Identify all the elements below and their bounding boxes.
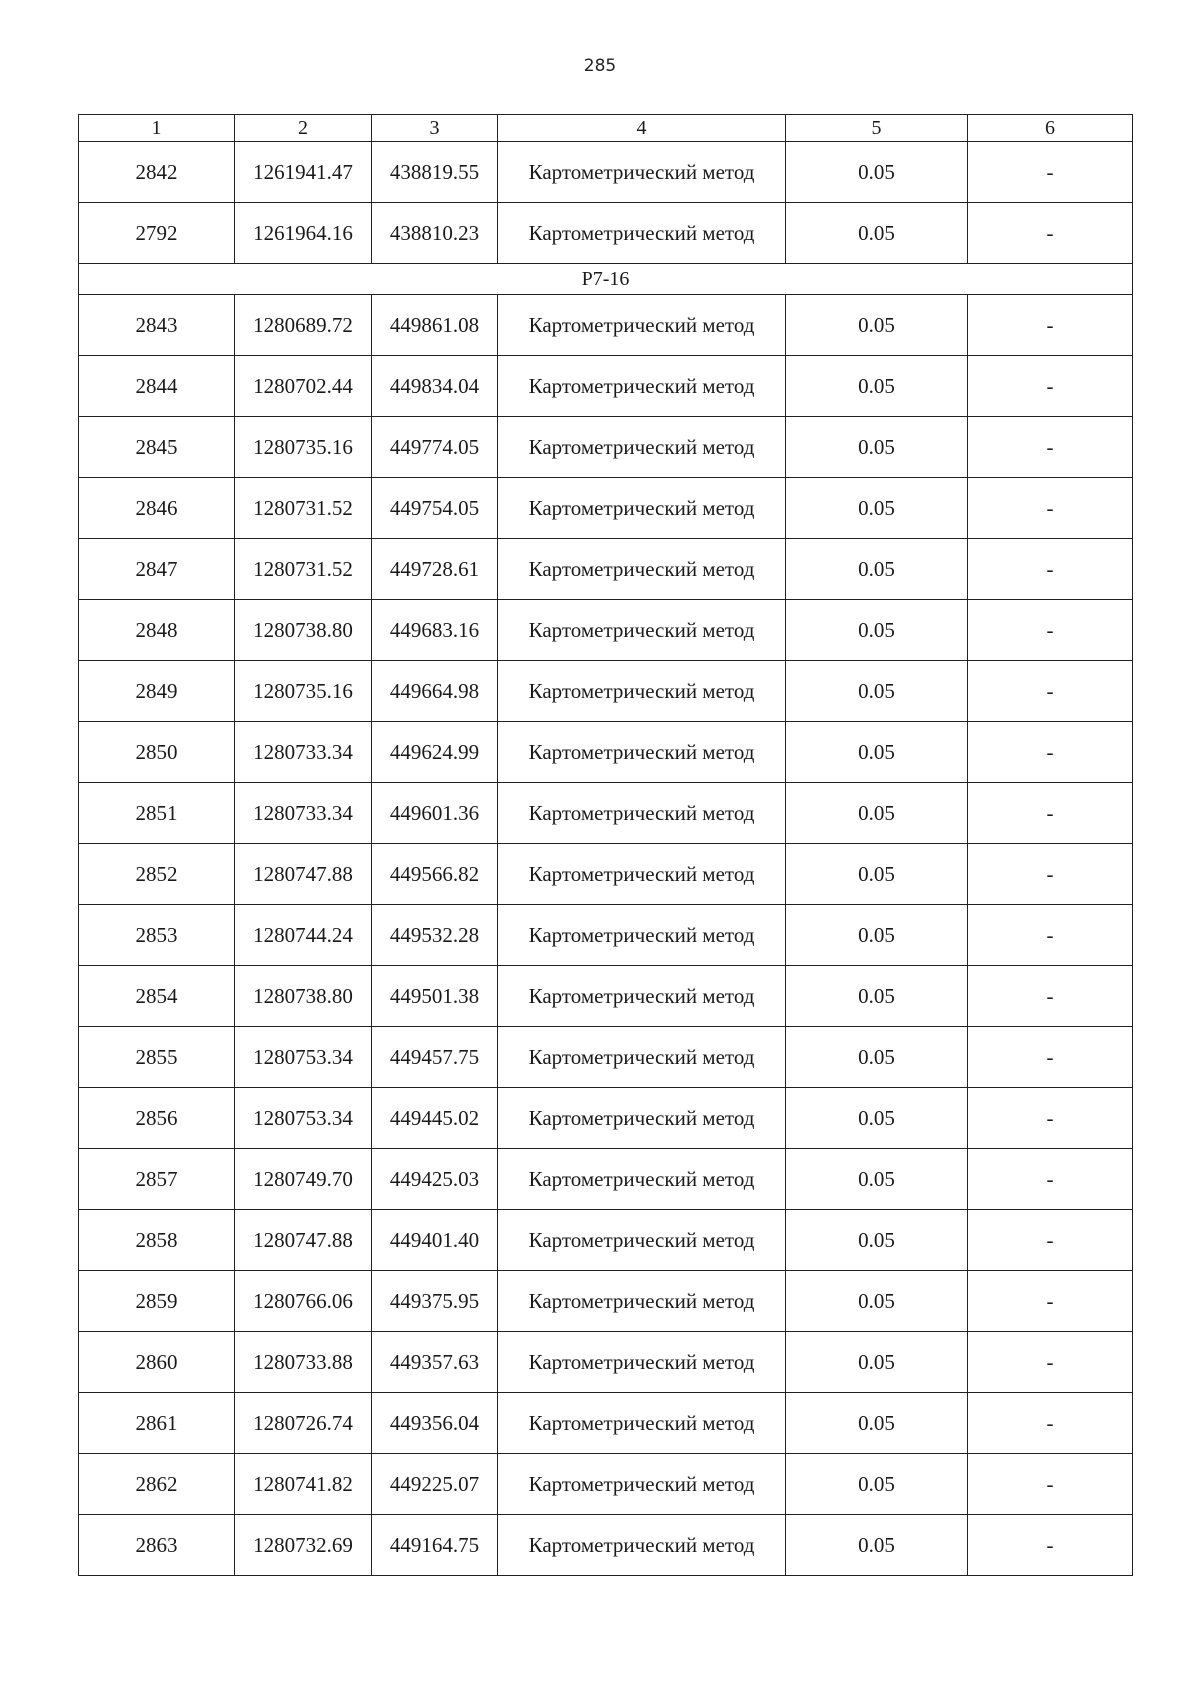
y-coordinate-cell: 449401.40 <box>372 1210 498 1271</box>
coordinates-table <box>78 114 1133 1576</box>
y-coordinate-cell: 449225.07 <box>372 1454 498 1515</box>
note-cell: - <box>968 1515 1133 1576</box>
note-cell: - <box>968 142 1133 203</box>
table-row <box>79 1271 1133 1332</box>
note-cell: - <box>968 783 1133 844</box>
rows-after-section <box>79 295 1133 1576</box>
x-coordinate-cell: 1280733.34 <box>235 783 372 844</box>
y-coordinate-cell: 449861.08 <box>372 295 498 356</box>
table-row <box>79 1454 1133 1515</box>
x-coordinate-cell: 1280735.16 <box>235 417 372 478</box>
note-cell: - <box>968 1149 1133 1210</box>
point-number-cell: 2854 <box>79 966 235 1027</box>
note-cell: - <box>968 844 1133 905</box>
x-coordinate-cell: 1280738.80 <box>235 966 372 1027</box>
accuracy-cell: 0.05 <box>786 539 968 600</box>
method-cell: Картометрический метод <box>498 1027 786 1088</box>
section-group <box>79 264 1133 295</box>
accuracy-cell: 0.05 <box>786 1088 968 1149</box>
section-label: Р7-16 <box>79 264 1133 295</box>
y-coordinate-cell: 449774.05 <box>372 417 498 478</box>
point-number-cell: 2859 <box>79 1271 235 1332</box>
table-row <box>79 1332 1133 1393</box>
method-cell: Картометрический метод <box>498 1393 786 1454</box>
rows-before-section <box>79 142 1133 264</box>
note-cell: - <box>968 539 1133 600</box>
point-number-cell: 2845 <box>79 417 235 478</box>
point-number-cell: 2853 <box>79 905 235 966</box>
header-cell-5: 5 <box>786 115 968 142</box>
method-cell: Картометрический метод <box>498 356 786 417</box>
accuracy-cell: 0.05 <box>786 722 968 783</box>
point-number-cell: 2861 <box>79 1393 235 1454</box>
table-row <box>79 783 1133 844</box>
note-cell: - <box>968 661 1133 722</box>
accuracy-cell: 0.05 <box>786 661 968 722</box>
table-row <box>79 295 1133 356</box>
y-coordinate-cell: 449164.75 <box>372 1515 498 1576</box>
header-cell-6: 6 <box>968 115 1133 142</box>
x-coordinate-cell: 1280732.69 <box>235 1515 372 1576</box>
y-coordinate-cell: 449532.28 <box>372 905 498 966</box>
x-coordinate-cell: 1280733.34 <box>235 722 372 783</box>
y-coordinate-cell: 449728.61 <box>372 539 498 600</box>
accuracy-cell: 0.05 <box>786 1271 968 1332</box>
x-coordinate-cell: 1280733.88 <box>235 1332 372 1393</box>
note-cell: - <box>968 417 1133 478</box>
method-cell: Картометрический метод <box>498 722 786 783</box>
point-number-cell: 2849 <box>79 661 235 722</box>
header-cell-3: 3 <box>372 115 498 142</box>
y-coordinate-cell: 438819.55 <box>372 142 498 203</box>
table-row <box>79 661 1133 722</box>
y-coordinate-cell: 449624.99 <box>372 722 498 783</box>
y-coordinate-cell: 449834.04 <box>372 356 498 417</box>
y-coordinate-cell: 449356.04 <box>372 1393 498 1454</box>
table-row <box>79 203 1133 264</box>
y-coordinate-cell: 449754.05 <box>372 478 498 539</box>
header-row <box>79 115 1133 142</box>
note-cell: - <box>968 478 1133 539</box>
accuracy-cell: 0.05 <box>786 1454 968 1515</box>
table-row <box>79 1088 1133 1149</box>
y-coordinate-cell: 449425.03 <box>372 1149 498 1210</box>
note-cell: - <box>968 1027 1133 1088</box>
method-cell: Картометрический метод <box>498 1149 786 1210</box>
note-cell: - <box>968 600 1133 661</box>
accuracy-cell: 0.05 <box>786 1027 968 1088</box>
note-cell: - <box>968 966 1133 1027</box>
table-row <box>79 142 1133 203</box>
header-cell-4: 4 <box>498 115 786 142</box>
method-cell: Картометрический метод <box>498 783 786 844</box>
method-cell: Картометрический метод <box>498 1210 786 1271</box>
accuracy-cell: 0.05 <box>786 356 968 417</box>
point-number-cell: 2842 <box>79 142 235 203</box>
accuracy-cell: 0.05 <box>786 203 968 264</box>
table-row <box>79 1149 1133 1210</box>
method-cell: Картометрический метод <box>498 203 786 264</box>
point-number-cell: 2851 <box>79 783 235 844</box>
note-cell: - <box>968 1271 1133 1332</box>
y-coordinate-cell: 438810.23 <box>372 203 498 264</box>
point-number-cell: 2856 <box>79 1088 235 1149</box>
table-row <box>79 966 1133 1027</box>
accuracy-cell: 0.05 <box>786 1149 968 1210</box>
note-cell: - <box>968 203 1133 264</box>
method-cell: Картометрический метод <box>498 1454 786 1515</box>
table-row <box>79 722 1133 783</box>
table-row <box>79 844 1133 905</box>
x-coordinate-cell: 1280689.72 <box>235 295 372 356</box>
accuracy-cell: 0.05 <box>786 905 968 966</box>
method-cell: Картометрический метод <box>498 905 786 966</box>
table-row <box>79 1393 1133 1454</box>
x-coordinate-cell: 1280747.88 <box>235 1210 372 1271</box>
point-number-cell: 2852 <box>79 844 235 905</box>
note-cell: - <box>968 1454 1133 1515</box>
x-coordinate-cell: 1280731.52 <box>235 478 372 539</box>
x-coordinate-cell: 1280731.52 <box>235 539 372 600</box>
x-coordinate-cell: 1280738.80 <box>235 600 372 661</box>
method-cell: Картометрический метод <box>498 844 786 905</box>
y-coordinate-cell: 449445.02 <box>372 1088 498 1149</box>
accuracy-cell: 0.05 <box>786 142 968 203</box>
y-coordinate-cell: 449501.38 <box>372 966 498 1027</box>
y-coordinate-cell: 449664.98 <box>372 661 498 722</box>
y-coordinate-cell: 449566.82 <box>372 844 498 905</box>
x-coordinate-cell: 1280753.34 <box>235 1088 372 1149</box>
method-cell: Картометрический метод <box>498 295 786 356</box>
accuracy-cell: 0.05 <box>786 966 968 1027</box>
note-cell: - <box>968 905 1133 966</box>
point-number-cell: 2862 <box>79 1454 235 1515</box>
point-number-cell: 2857 <box>79 1149 235 1210</box>
accuracy-cell: 0.05 <box>786 1210 968 1271</box>
note-cell: - <box>968 295 1133 356</box>
x-coordinate-cell: 1280741.82 <box>235 1454 372 1515</box>
accuracy-cell: 0.05 <box>786 600 968 661</box>
method-cell: Картометрический метод <box>498 1332 786 1393</box>
method-cell: Картометрический метод <box>498 142 786 203</box>
x-coordinate-cell: 1280735.16 <box>235 661 372 722</box>
note-cell: - <box>968 1088 1133 1149</box>
point-number-cell: 2847 <box>79 539 235 600</box>
x-coordinate-cell: 1280749.70 <box>235 1149 372 1210</box>
x-coordinate-cell: 1261964.16 <box>235 203 372 264</box>
accuracy-cell: 0.05 <box>786 1393 968 1454</box>
header-cell-2: 2 <box>235 115 372 142</box>
accuracy-cell: 0.05 <box>786 295 968 356</box>
y-coordinate-cell: 449683.16 <box>372 600 498 661</box>
point-number-cell: 2858 <box>79 1210 235 1271</box>
point-number-cell: 2792 <box>79 203 235 264</box>
method-cell: Картометрический метод <box>498 1515 786 1576</box>
header-cell-1: 1 <box>79 115 235 142</box>
x-coordinate-cell: 1280702.44 <box>235 356 372 417</box>
method-cell: Картометрический метод <box>498 1088 786 1149</box>
point-number-cell: 2846 <box>79 478 235 539</box>
accuracy-cell: 0.05 <box>786 1332 968 1393</box>
table-row <box>79 1027 1133 1088</box>
x-coordinate-cell: 1280747.88 <box>235 844 372 905</box>
page-number: 285 <box>583 56 617 76</box>
y-coordinate-cell: 449601.36 <box>372 783 498 844</box>
table-row <box>79 905 1133 966</box>
method-cell: Картометрический метод <box>498 966 786 1027</box>
table-row <box>79 356 1133 417</box>
method-cell: Картометрический метод <box>498 1271 786 1332</box>
x-coordinate-cell: 1280744.24 <box>235 905 372 966</box>
x-coordinate-cell: 1280753.34 <box>235 1027 372 1088</box>
table-row <box>79 600 1133 661</box>
note-cell: - <box>968 1210 1133 1271</box>
accuracy-cell: 0.05 <box>786 478 968 539</box>
x-coordinate-cell: 1280726.74 <box>235 1393 372 1454</box>
y-coordinate-cell: 449357.63 <box>372 1332 498 1393</box>
point-number-cell: 2860 <box>79 1332 235 1393</box>
accuracy-cell: 0.05 <box>786 844 968 905</box>
point-number-cell: 2844 <box>79 356 235 417</box>
method-cell: Картометрический метод <box>498 600 786 661</box>
note-cell: - <box>968 722 1133 783</box>
table-row <box>79 478 1133 539</box>
table-row <box>79 539 1133 600</box>
point-number-cell: 2843 <box>79 295 235 356</box>
y-coordinate-cell: 449375.95 <box>372 1271 498 1332</box>
method-cell: Картометрический метод <box>498 539 786 600</box>
x-coordinate-cell: 1261941.47 <box>235 142 372 203</box>
point-number-cell: 2855 <box>79 1027 235 1088</box>
y-coordinate-cell: 449457.75 <box>372 1027 498 1088</box>
method-cell: Картометрический метод <box>498 478 786 539</box>
method-cell: Картометрический метод <box>498 661 786 722</box>
accuracy-cell: 0.05 <box>786 783 968 844</box>
note-cell: - <box>968 356 1133 417</box>
note-cell: - <box>968 1393 1133 1454</box>
note-cell: - <box>968 1332 1133 1393</box>
table-row <box>79 1515 1133 1576</box>
point-number-cell: 2863 <box>79 1515 235 1576</box>
point-number-cell: 2850 <box>79 722 235 783</box>
section-row <box>79 264 1133 295</box>
method-cell: Картометрический метод <box>498 417 786 478</box>
table-row <box>79 417 1133 478</box>
x-coordinate-cell: 1280766.06 <box>235 1271 372 1332</box>
table-row <box>79 1210 1133 1271</box>
accuracy-cell: 0.05 <box>786 417 968 478</box>
accuracy-cell: 0.05 <box>786 1515 968 1576</box>
point-number-cell: 2848 <box>79 600 235 661</box>
